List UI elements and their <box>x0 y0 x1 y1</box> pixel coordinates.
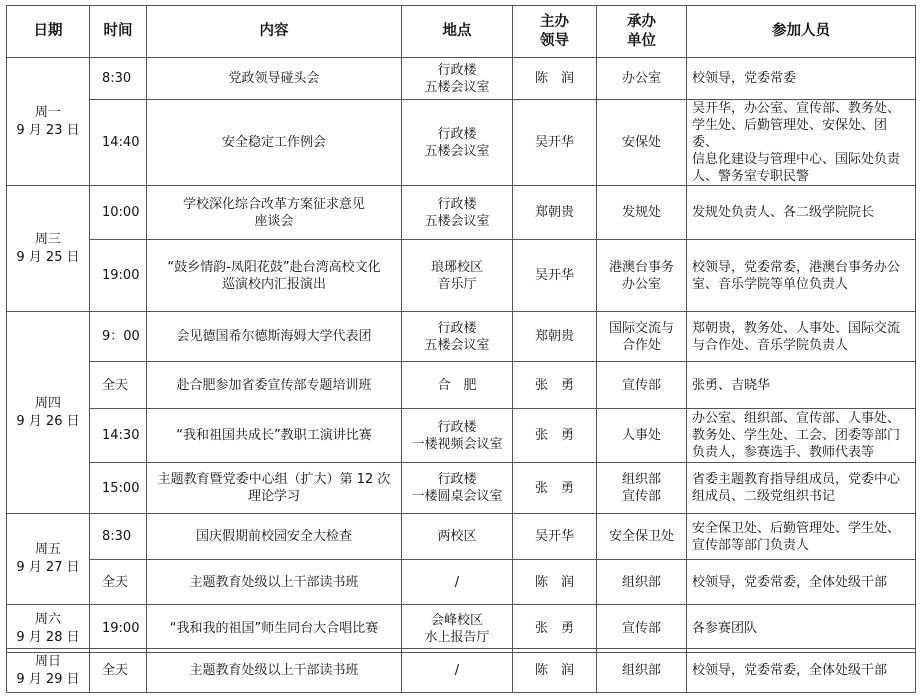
people-cell: 校领导，党委常委，全体处级干部 <box>687 649 916 693</box>
place-cell: 行政楼 一楼圆桌会议室 <box>402 463 513 514</box>
people-cell: 发规处负责人、各二级学院院长 <box>687 186 916 240</box>
time-cell: 14:30 <box>90 409 147 463</box>
unit-cell: 宣传部 <box>597 605 687 653</box>
content-cell: 党政领导碰头会 <box>147 58 402 100</box>
day-date-sun: 周日 9 月 29 日 <box>7 649 90 693</box>
leader-cell: 陈 润 <box>513 58 597 100</box>
unit-cell: 组织部 <box>597 560 687 605</box>
leader-cell: 吴开华 <box>513 240 597 312</box>
schedule-row <box>7 409 916 463</box>
leader-cell: 郑朝贵 <box>513 186 597 240</box>
schedule-row <box>7 186 916 240</box>
schedule-row <box>7 649 916 693</box>
time-cell: 9：00 <box>90 312 147 362</box>
people-cell: 校领导，党委常委 <box>687 58 916 100</box>
day-date-fri: 周五 9 月 27 日 <box>7 514 90 605</box>
content-cell: 学校深化综合改革方案征求意见 座谈会 <box>147 186 402 240</box>
content-cell: “我和祖国共成长”教职工演讲比赛 <box>147 409 402 463</box>
unit-cell: 安全保卫处 <box>597 514 687 560</box>
people-cell: 办公室、组织部、宣传部、人事处、 教务处、学生处、工会、团委等部门 负责人，参赛选手、教师代表等 <box>687 409 916 463</box>
leader-cell: 张 勇 <box>513 362 597 409</box>
people-cell: 张勇、吉晓华 <box>687 362 916 409</box>
content-cell: “鼓乡情韵-凤阳花鼓”赴台湾高校文化 巡演校内汇报演出 <box>147 240 402 312</box>
header-people: 参加人员 <box>687 6 916 58</box>
header-leader: 主办 领导 <box>513 6 597 58</box>
unit-cell: 组织部 <box>597 649 687 693</box>
people-cell: 吴开华，办公室、宣传部、教务处、 学生处、后勤管理处、安保处、团委、 信息化建设与管理中心、国际处负责 人、警务室专职民警 <box>687 100 916 186</box>
content-cell: 赴合肥参加省委宣传部专题培训班 <box>147 362 402 409</box>
unit-cell: 组织部 宣传部 <box>597 463 687 514</box>
time-cell: 19:00 <box>90 240 147 312</box>
unit-cell: 国际交流与 合作处 <box>597 312 687 362</box>
people-cell: 各参赛团队 <box>687 605 916 653</box>
leader-cell: 张 勇 <box>513 605 597 653</box>
header-time: 时间 <box>90 6 147 58</box>
header-unit: 承办 单位 <box>597 6 687 58</box>
leader-cell: 郑朝贵 <box>513 312 597 362</box>
schedule-row <box>7 312 916 362</box>
schedule-table-sunday <box>6 648 916 693</box>
content-cell: 安全稳定工作例会 <box>147 100 402 186</box>
time-cell: 全天 <box>90 649 147 693</box>
day-date-thu: 周四 9 月 26 日 <box>7 312 90 514</box>
leader-cell: 张 勇 <box>513 463 597 514</box>
schedule-row <box>7 463 916 514</box>
people-cell: 安全保卫处、后勤管理处、学生处、 宣传部等部门负责人 <box>687 514 916 560</box>
people-cell: 郑朝贵，教务处、人事处、国际交流 与合作处、音乐学院负责人 <box>687 312 916 362</box>
header-content: 内容 <box>147 6 402 58</box>
unit-cell: 安保处 <box>597 100 687 186</box>
time-cell: 10:00 <box>90 186 147 240</box>
place-cell: 琅琊校区 音乐厅 <box>402 240 513 312</box>
content-cell: 主题教育处级以上干部读书班 <box>147 649 402 693</box>
day-date-sat: 周六 9 月 28 日 <box>7 605 90 653</box>
content-cell: “我和我的祖国”师生同台大合唱比赛 <box>147 605 402 653</box>
unit-cell: 港澳台事务 办公室 <box>597 240 687 312</box>
schedule-row <box>7 514 916 560</box>
leader-cell: 陈 润 <box>513 649 597 693</box>
content-cell: 会见德国希尔德斯海姆大学代表团 <box>147 312 402 362</box>
place-cell: 合 肥 <box>402 362 513 409</box>
schedule-row <box>7 100 916 186</box>
leader-cell: 陈 润 <box>513 560 597 605</box>
content-cell: 主题教育处级以上干部读书班 <box>147 560 402 605</box>
header-place: 地点 <box>402 6 513 58</box>
time-cell: 8:30 <box>90 58 147 100</box>
place-cell: 行政楼 五楼会议室 <box>402 58 513 100</box>
leader-cell: 吴开华 <box>513 514 597 560</box>
place-cell: 行政楼 五楼会议室 <box>402 100 513 186</box>
people-cell: 省委主题教育指导组成员，党委中心 组成员、二级党组织书记 <box>687 463 916 514</box>
schedule-table <box>6 5 916 653</box>
content-cell: 国庆假期前校园安全大检查 <box>147 514 402 560</box>
leader-cell: 吴开华 <box>513 100 597 186</box>
unit-cell: 办公室 <box>597 58 687 100</box>
place-cell: 两校区 <box>402 514 513 560</box>
schedule-row <box>7 240 916 312</box>
unit-cell: 发规处 <box>597 186 687 240</box>
place-cell: / <box>402 560 513 605</box>
time-cell: 8:30 <box>90 514 147 560</box>
schedule-row <box>7 605 916 653</box>
day-date-wed: 周三 9 月 25 日 <box>7 186 90 312</box>
unit-cell: 宣传部 <box>597 362 687 409</box>
header-date: 日期 <box>7 6 90 58</box>
place-cell: 会峰校区 水上报告厅 <box>402 605 513 653</box>
time-cell: 全天 <box>90 560 147 605</box>
time-cell: 14:40 <box>90 100 147 186</box>
people-cell: 校领导，党委常委，港澳台事务办公 室、音乐学院等单位负责人 <box>687 240 916 312</box>
place-cell: 行政楼 五楼会议室 <box>402 312 513 362</box>
place-cell: / <box>402 649 513 693</box>
table-header-row <box>7 6 916 58</box>
day-date-mon: 周一 9 月 23 日 <box>7 58 90 186</box>
time-cell: 19:00 <box>90 605 147 653</box>
time-cell: 15:00 <box>90 463 147 514</box>
schedule-row <box>7 560 916 605</box>
schedule-row <box>7 362 916 409</box>
leader-cell: 张 勇 <box>513 409 597 463</box>
content-cell: 主题教育暨党委中心组（扩大）第 12 次 理论学习 <box>147 463 402 514</box>
place-cell: 行政楼 五楼会议室 <box>402 186 513 240</box>
schedule-row <box>7 58 916 100</box>
time-cell: 全天 <box>90 362 147 409</box>
place-cell: 行政楼 一楼视频会议室 <box>402 409 513 463</box>
people-cell: 校领导，党委常委，全体处级干部 <box>687 560 916 605</box>
unit-cell: 人事处 <box>597 409 687 463</box>
